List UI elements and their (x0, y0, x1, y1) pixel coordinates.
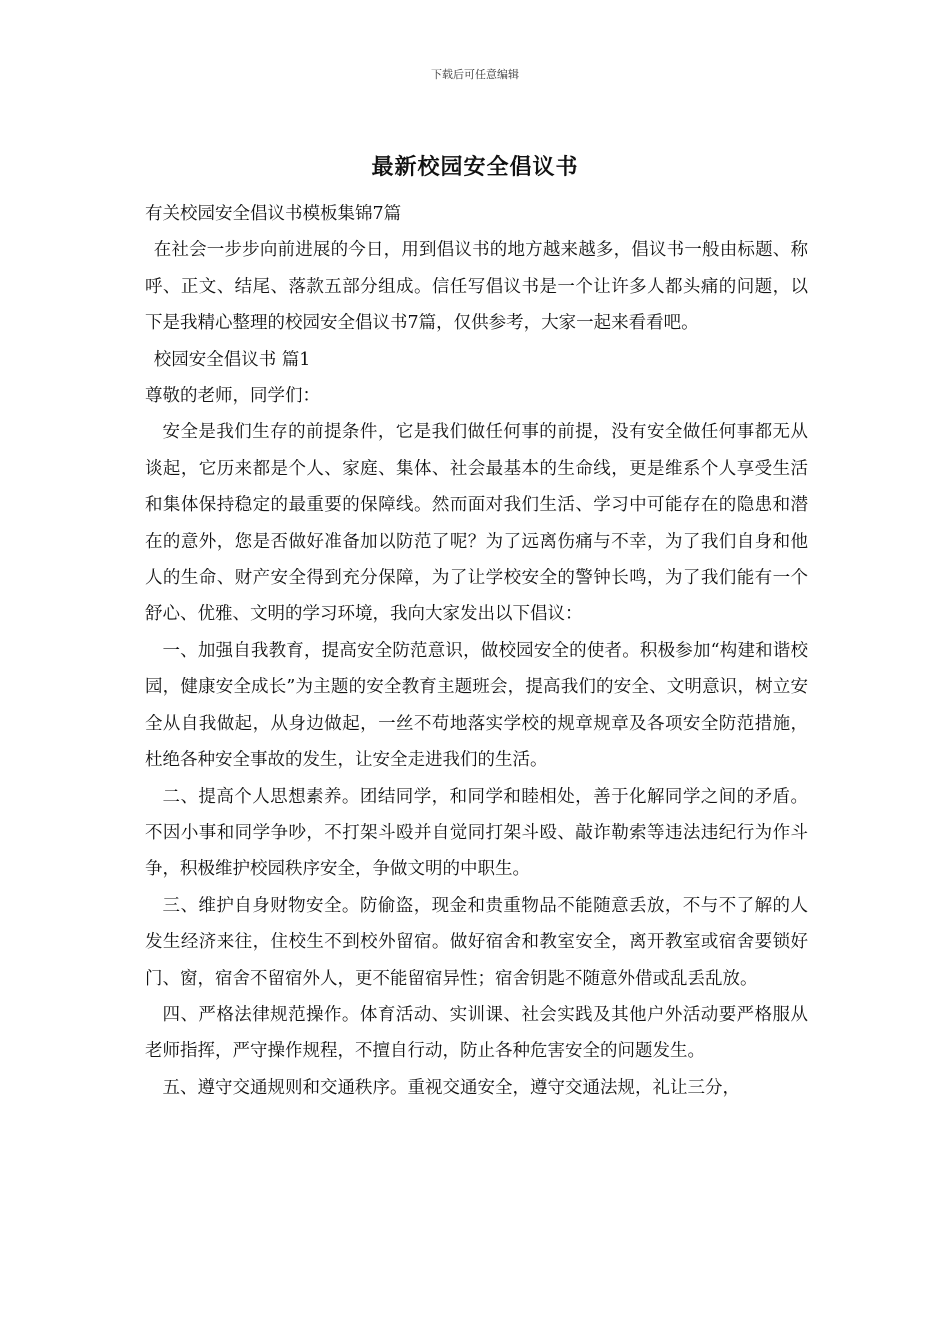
proposal-item-4: 四、严格法律规范操作。体育活动、实训课、社会实践及其他户外活动要严格服从老师指挥，严守操作规程，不擅自行动，防止各种危害安全的问题发生。 (145, 1004, 808, 1062)
document-title: 最新校园安全倡议书 (371, 154, 579, 180)
header-note: 下载后可任意编辑 (431, 68, 519, 81)
proposal-item-1: 一、加强自我教育，提高安全防范意识，做校园安全的使者。积极参加“构建和谐校园，健康安全成长”为主题的安全教育主题班会，提高我们的安全、文明意识，树立安全从自我做起，从身边做起，一丝不苟地落实学校的规章规章及各项安全防范措施，杜绝各种安全事故的发生，让安全走进我们的生活。 (145, 640, 808, 771)
proposal-item-3: 三、维护自身财物安全。防偷盗，现金和贵重物品不能随意丢放，不与不了解的人发生经济来往，住校生不到校外留宿。做好宿舍和教室安全，离开教室或宿舍要锁好门、窗，宿舍不留宿外人，更不能留宿异性；宿舍钥匙不随意外借或乱丢乱放。 (145, 895, 808, 989)
intro-paragraph: 在社会一步步向前进展的今日，用到倡议书的地方越来越多，倡议书一般由标题、称呼、正文、结尾、落款五部分组成。信任写倡议书是一个让许多人都头痛的问题，以下是我精心整理的校园安全倡议书7篇，仅供参考，大家一起来看看吧。 (145, 240, 808, 334)
body-paragraph: 安全是我们生存的前提条件，它是我们做任何事的前提，没有安全做任何事都无从谈起，它历来都是个人、家庭、集体、社会最基本的生命线，更是维系个人享受生活和集体保持稳定的最重要的保障线。然而面对我们生活、学习中可能存在的隐患和潜在的意外，您是否做好准备加以防范了呢？为了远离伤痛与不幸，为了我们自身和他人的生命、财产安全得到充分保障，为了让学校安全的警钟长鸣，为了我们能有一个舒心、优雅、文明的学习环境，我向大家发出以下倡议： (145, 422, 808, 625)
document-body (145, 196, 808, 1106)
proposal-item-2: 二、提高个人思想素养。团结同学，和同学和睦相处，善于化解同学之间的矛盾。不因小事和同学争吵，不打架斗殴并自觉同打架斗殴、敲诈勒索等违法违纪行为作斗争，积极维护校园秩序安全，争做文明的中职生。 (145, 786, 808, 880)
section-heading: 校园安全倡议书 篇1 (153, 349, 311, 370)
proposal-item-5: 五、遵守交通规则和交通秩序。重视交通安全，遵守交通法规，礼让三分， (162, 1077, 740, 1098)
subtitle-line: 有关校园安全倡议书模板集锦7篇 (145, 204, 402, 224)
salutation: 尊敬的老师，同学们： (145, 386, 320, 407)
